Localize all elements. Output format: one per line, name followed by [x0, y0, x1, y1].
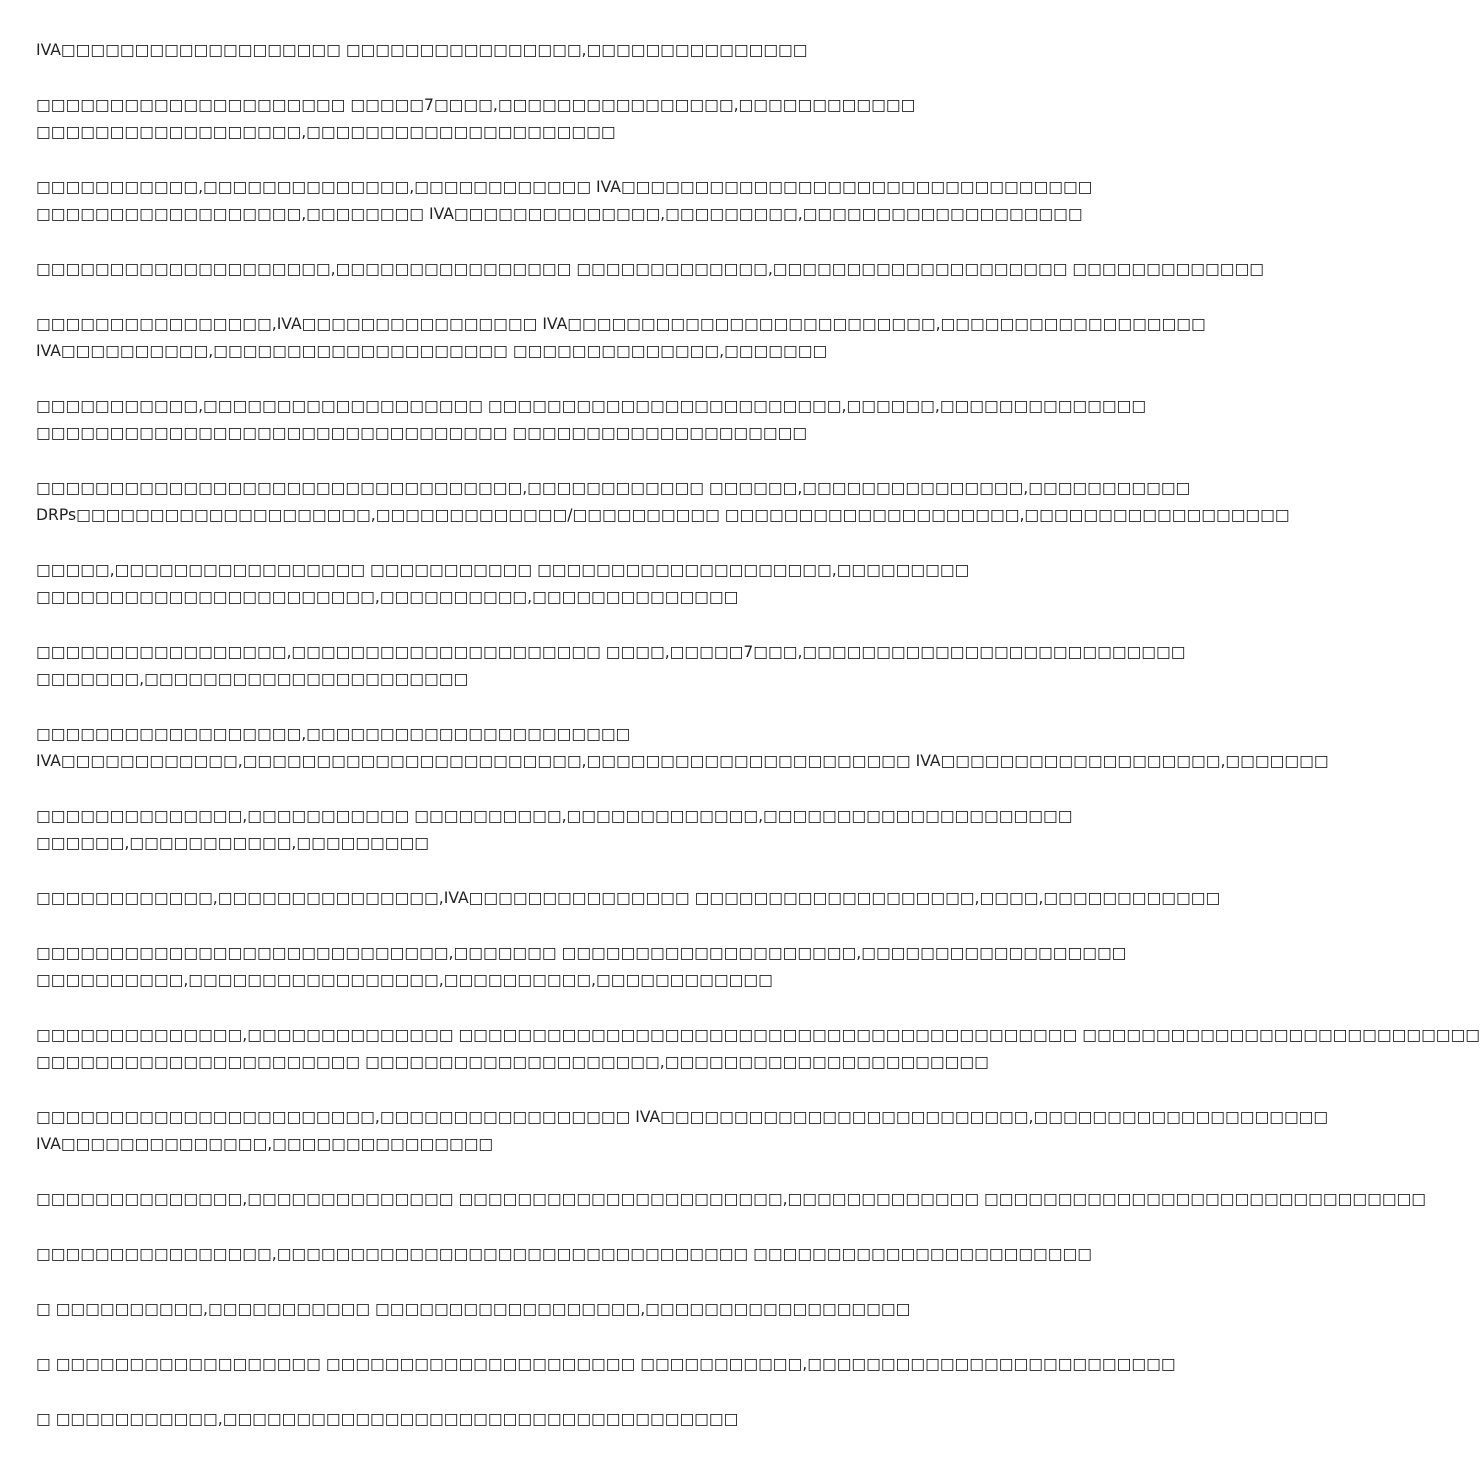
- paragraph: [36, 885, 1221, 912]
- text-line: IVA□□□□□□□□□□□□□□,□□□□□□□□□□□□□□□: [36, 1135, 494, 1153]
- paragraph: [36, 1406, 996, 1433]
- text-line: □□□□□□□□□□,□□□□□□□□□□□□□□□□□,□□□□□□□□□□,□□□□□□□□□□□□: [36, 971, 773, 989]
- text-line: □ □□□□□□□□□□□□□□□□□□ □□□□□□□□□□□□□□□□□□□□□ □□□□□□□□□□□,□□□□□□□□□□□□□□□□□□□□□□□□□: [36, 1355, 1176, 1373]
- text-line: □□□□□□,□□□□□□□□□□□,□□□□□□□□□: [36, 834, 429, 852]
- text-line: □□□□□□□□□□□□□□□□□□□□□□□□□□□□□□□□ □□□□□□□□□□□□□□□□□□□□: [36, 424, 808, 442]
- text-line: □□□□□□□□□□□,□□□□□□□□□□□□□□,□□□□□□□□□□□□ IVA□□□□□□□□□□□□□□□□□□□□□□□□□□□□□□□□: [36, 178, 1093, 196]
- text-line: □□□□□□□□□□□□□□□□□□□□□□□□□□□□□□□□□,□□□□□□□□□□□□ □□□□□□,□□□□□□□□□□□□□□□,□□□□□□□□□□□: [36, 479, 1191, 497]
- text-line: □□□□□□□□□□□,□□□□□□□□□□□□□□□□□□□ □□□□□□□□□□□□□□□□□□□□□□□□,□□□□□□,□□□□□□□□□□□□□□: [36, 397, 1147, 415]
- paragraph: [36, 1186, 1427, 1213]
- paragraph: [36, 256, 1264, 283]
- text-line: IVA□□□□□□□□□□□□,□□□□□□□□□□□□□□□□□□□□□□□,□□□□□□□□□□□□□□□□□□□□□□ IVA□□□□□□□□□□□□□□□□□□□,□□□□□□□: [36, 752, 1329, 770]
- text-line: □□□□□□□,□□□□□□□□□□□□□□□□□□□□□□: [36, 670, 469, 688]
- text-line: IVA□□□□□□□□□□□□□□□□□□□ □□□□□□□□□□□□□□□□,□□□□□□□□□□□□□□□: [36, 41, 808, 59]
- paragraph: [36, 639, 1186, 693]
- text-line: □□□□□□□□□□□□□□□□□□□□□□□,□□□□□□□□□□□□□□□□□ IVA□□□□□□□□□□□□□□□□□□□□□□□□□,□□□□□□□□□□□□□□□□□□□□: [36, 1108, 1329, 1126]
- text-line: □□□□□□□□□□□□□□□□,□□□□□□□□□□□□□□□□□□□□□□□□□□□□□□□□ □□□□□□□□□□□□□□□□□□□□□□□: [36, 1245, 1092, 1263]
- text-line: □□□□□□□□□□□□□□,□□□□□□□□□□□□□□ □□□□□□□□□□□□□□□□□□□□□□□□□□□□□□□□□□□□□□□□□□ □□□□□□□□□□□□□□□□□□□□□□□□□□□: [36, 1026, 1480, 1044]
- paragraph: [36, 721, 1329, 775]
- paragraph: [36, 1351, 1176, 1378]
- text-line: □□□□□□□□□□□□□□□□□□□□□□□□□□□□,□□□□□□□ □□□□□□□□□□□□□□□□□□□□,□□□□□□□□□□□□□□□□□□: [36, 944, 1127, 962]
- paragraph: [36, 475, 1290, 529]
- paragraph: [36, 393, 1147, 447]
- text-line: □□□□□□□□□□□□□□□□□□□□□ □□□□□7□□□□,□□□□□□□□□□□□□□□□,□□□□□□□□□□□□: [36, 96, 916, 114]
- paragraph: [36, 311, 1206, 365]
- text-line: □□□□□□□□□□□□□□□□□□□□□□ □□□□□□□□□□□□□□□□□□□□,□□□□□□□□□□□□□□□□□□□□□□: [36, 1053, 989, 1071]
- paragraph: [36, 1296, 996, 1323]
- text-line: □ □□□□□□□□□□□,□□□□□□□□□□□□□□□□□□□□□□□□□□□□□□□□□□□: [36, 1410, 739, 1428]
- paragraph: [36, 557, 996, 611]
- text-line: □ □□□□□□□□□□,□□□□□□□□□□□ □□□□□□□□□□□□□□□□□□,□□□□□□□□□□□□□□□□□□: [36, 1300, 911, 1318]
- text-line: □□□□□,□□□□□□□□□□□□□□□□□ □□□□□□□□□□□ □□□□□□□□□□□□□□□□□□□□,□□□□□□□□□: [36, 561, 970, 579]
- text-line: □□□□□□□□□□□□□□,□□□□□□□□□□□ □□□□□□□□□□,□□□□□□□□□□□□□,□□□□□□□□□□□□□□□□□□□□□: [36, 807, 1073, 825]
- text-line: □□□□□□□□□□□□□□□□□□,□□□□□□□□ IVA□□□□□□□□□□□□□□,□□□□□□□□□,□□□□□□□□□□□□□□□□□□□: [36, 205, 1083, 223]
- text-line: □□□□□□□□□□□□□□□□□,□□□□□□□□□□□□□□□□□□□□□ □□□□,□□□□□7□□□,□□□□□□□□□□□□□□□□□□□□□□□□□□: [36, 643, 1186, 661]
- text-line: DRPs□□□□□□□□□□□□□□□□□□□□,□□□□□□□□□□□□□/□□□□□□□□□□ □□□□□□□□□□□□□□□□□□□□,□□□□□□□□□□□□□□□□□□: [36, 506, 1290, 524]
- paragraph: [36, 1022, 1480, 1076]
- text-line: IVA□□□□□□□□□□,□□□□□□□□□□□□□□□□□□□□ □□□□□□□□□□□□□□,□□□□□□□: [36, 342, 828, 360]
- paragraph: [36, 37, 996, 64]
- paragraph: [36, 803, 1073, 857]
- text-line: □□□□□□□□□□□□□□□□□□□□,□□□□□□□□□□□□□□□□ □□□□□□□□□□□□□,□□□□□□□□□□□□□□□□□□□□ □□□□□□□□□□□□□: [36, 260, 1264, 278]
- paragraph: [36, 1104, 1329, 1158]
- text-line: □□□□□□□□□□□□□□□□□□,□□□□□□□□□□□□□□□□□□□□□: [36, 123, 616, 141]
- text-line: □□□□□□□□□□□□□□□□□□,□□□□□□□□□□□□□□□□□□□□□□: [36, 725, 631, 743]
- paragraph: [36, 174, 1093, 228]
- document-body: [36, 37, 1480, 1461]
- text-line: □□□□□□□□□□□□□□□□,IVA□□□□□□□□□□□□□□□□ IVA□□□□□□□□□□□□□□□□□□□□□□□□□,□□□□□□□□□□□□□□□□□□: [36, 315, 1206, 333]
- paragraph: [36, 940, 1127, 994]
- text-line: □□□□□□□□□□□□□□,□□□□□□□□□□□□□□ □□□□□□□□□□□□□□□□□□□□□□,□□□□□□□□□□□□□ □□□□□□□□□□□□□□□□□□□□□□□□□□□□□□: [36, 1190, 1427, 1208]
- text-line: □□□□□□□□□□□□,□□□□□□□□□□□□□□□,IVA□□□□□□□□□□□□□□□ □□□□□□□□□□□□□□□□□□□,□□□□,□□□□□□□□□□□□: [36, 889, 1221, 907]
- paragraph: [36, 1241, 1092, 1268]
- text-line: □□□□□□□□□□□□□□□□□□□□□□□,□□□□□□□□□□,□□□□□□□□□□□□□□: [36, 588, 739, 606]
- paragraph: [36, 92, 996, 146]
